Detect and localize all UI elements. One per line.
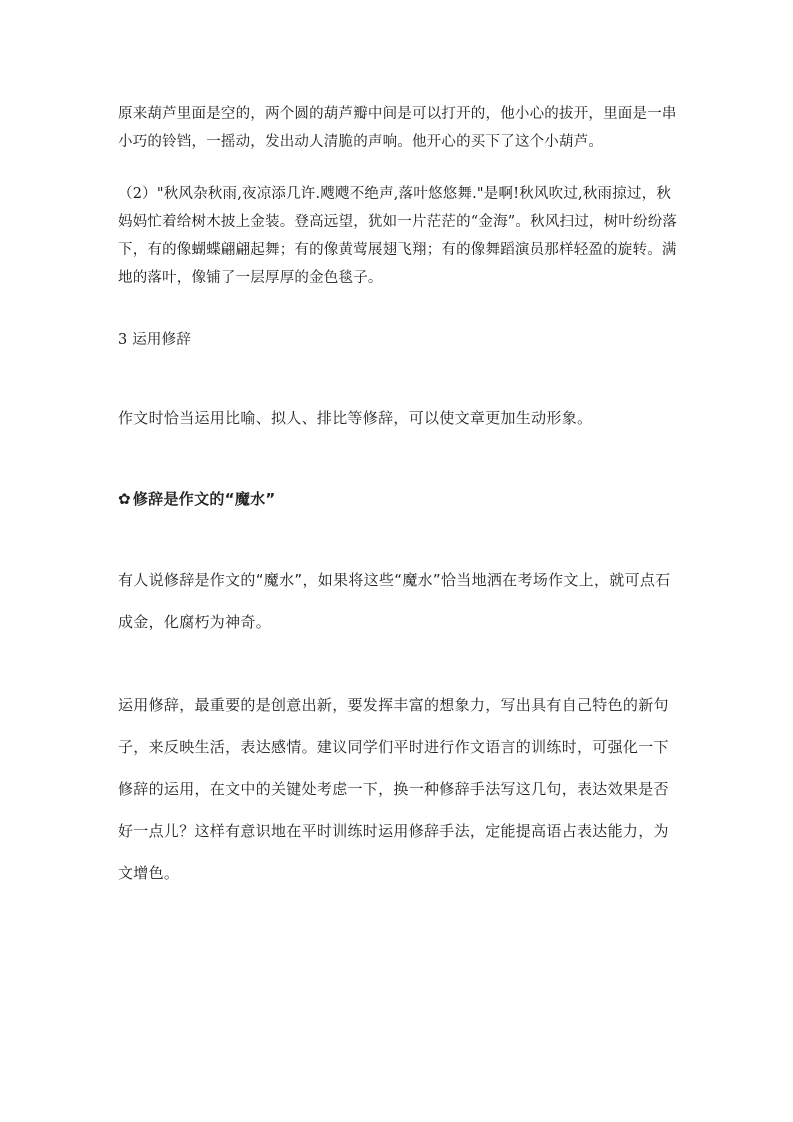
section-heading-rhetoric: 3 运用修辞 [118, 332, 192, 348]
paragraph-creative-rhetoric: 运用修辞，最重要的是创意出新，要发挥丰富的想象力，写出具有自己特色的新句子，来反映生活，表达感情。建议同学们平时进行作文语言的训练时，可强化一下修辞的运用，在文中的关键处考虑一下，换一种修辞手法写这几句，表达效果是否好一点儿？这样有意识地在平时训练时运用修辞手法，定能提高语占表达能力，为文增色。 [118, 696, 669, 882]
paragraph-magic-water: 有人说修辞是作文的“魔水”，如果将这些“魔水”恰当地洒在考场作文上，就可点石成金，化腐朽为神奇。 [118, 571, 671, 631]
flower-icon: ✿ [118, 490, 131, 508]
subheading-magic-water [118, 487, 678, 511]
paragraph-autumn-example: （2）"秋风杂秋雨,夜凉添几许.飕飕不绝声,落叶悠悠舞."是啊!秋风吹过,秋雨掠过，秋妈妈忙着给树木披上金装。登高远望，犹如一片茫茫的“金海”。秋风扫过，树叶纷纷落下，有的像蝴蝶翩翩起舞；有的像黄莺展翅飞翔；有的像舞蹈演员那样轻盈的旋转。满地的落叶，像铺了一层厚厚的金色毯子。 [118, 186, 678, 286]
paragraph-rhetoric-intro: 作文时恰当运用比喻、拟人、排比等修辞，可以使文章更加生动形象。 [118, 409, 593, 427]
subheading-text: 修辞是作文的“魔水” [132, 490, 276, 508]
paragraph-gourd-story: 原来葫芦里面是空的，两个圆的葫芦瓣中间是可以打开的，他小心的拔开，里面是一串小巧的铃铛，一摇动，发出动人清脆的声响。他开心的买下了这个小葫芦。 [118, 106, 677, 150]
